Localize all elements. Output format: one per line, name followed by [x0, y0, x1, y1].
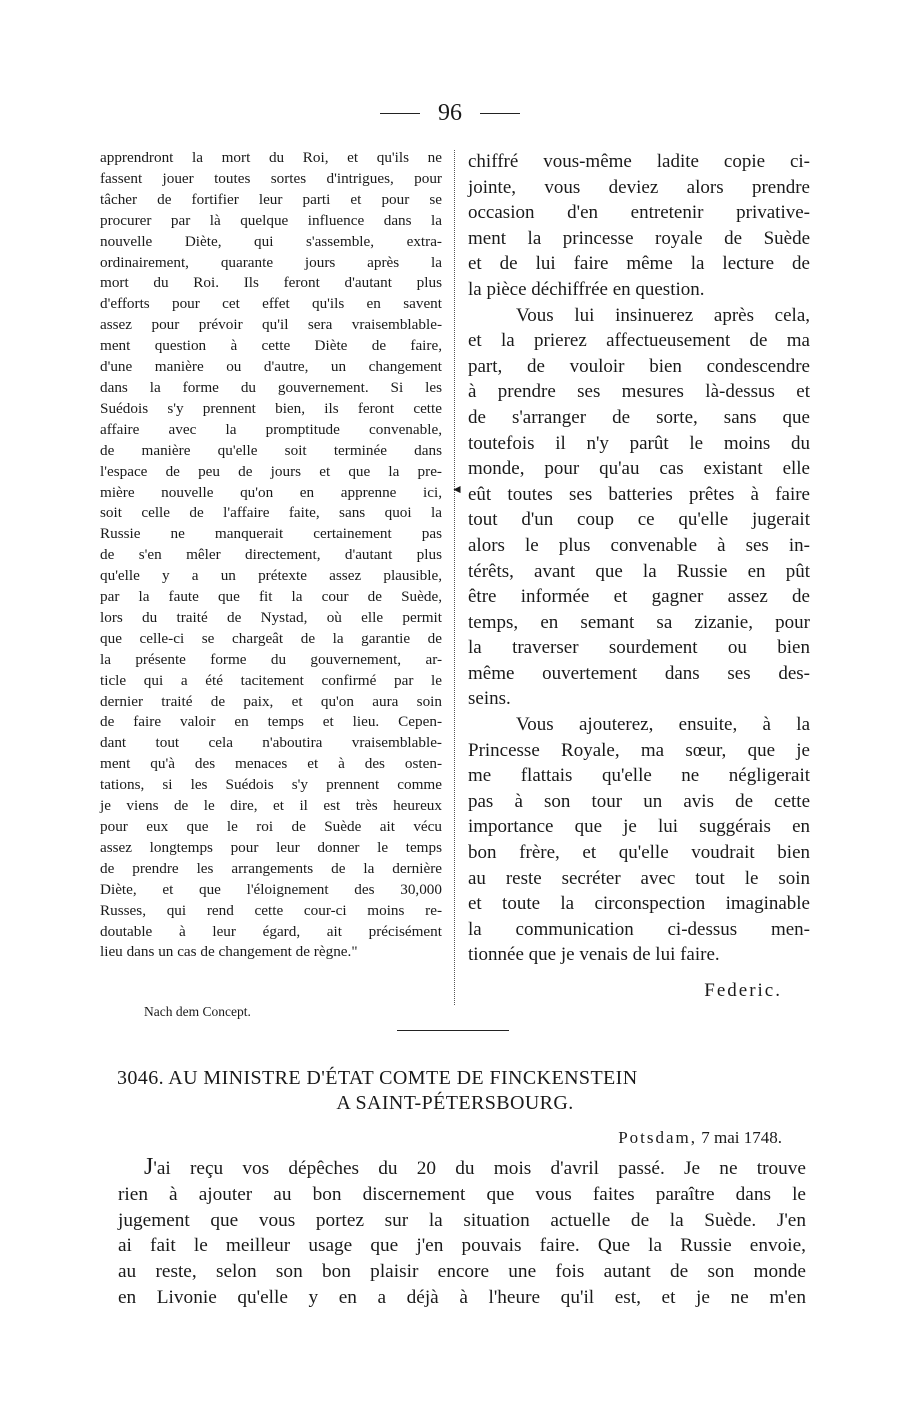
text-line: ordinairement, quarante jours après la: [100, 253, 442, 271]
text-line: pour eux que le roi de Suède ait vécu: [100, 818, 442, 835]
text-line: alors le plus convenable à ses in-: [468, 534, 810, 556]
text-line: Princesse Royale, ma sœur, que je: [468, 739, 810, 761]
text-line: que celle-ci se chargeât de la garantie de: [100, 629, 442, 647]
header-rule-right: [480, 113, 520, 114]
text-line: assez pour prévoir qu'il sera vraisemblable-: [100, 316, 442, 334]
heading-line: A SAINT-PÉTERSBOURG.: [336, 1092, 574, 1114]
text-line: térêts, avant que la Russie en pût: [468, 560, 810, 582]
text-line: même ouvertement dans ses des-: [468, 662, 810, 684]
text-line: ment qu'à des menaces et à des osten-: [100, 755, 442, 773]
text-line: Diète, et que l'éloignement des 30,000: [100, 880, 442, 898]
text-line: apprendront la mort du Roi, et qu'ils ne: [100, 149, 442, 166]
text-line: par la faute que fit la cour de Suède,: [100, 588, 442, 606]
text-line: la communication ci-dessus men-: [468, 918, 810, 940]
text-line: eût toutes ses batteries prêtes à faire: [468, 483, 810, 505]
text-line: doutable à leur égard, ait précisément: [100, 922, 442, 940]
text-line: bon frère, et qu'elle voudrait bien: [468, 842, 810, 864]
text-line: la pièce déchiffrée en question.: [468, 278, 705, 300]
text-line: toutefois il n'y parût le moins du: [468, 432, 810, 454]
right-column-text: [468, 149, 810, 968]
text-line: jointe, vous deviez alors prendre: [468, 176, 810, 198]
text-line: Russes, qui rend cette cour-ci moins re-: [100, 901, 442, 919]
header-rule-left: [380, 113, 420, 114]
text-line: et de lui faire même la lecture de: [468, 253, 810, 275]
text-line: jugement que vous portez sur la situation actuelle de la Suède. J'en: [118, 1209, 806, 1231]
dateline-date: 7 mai 1748.: [701, 1128, 782, 1147]
text-line: Vous ajouterez, ensuite, à la: [516, 714, 810, 736]
drop-cap: J: [144, 1154, 154, 1180]
text-line: et la prierez affectueusement de ma: [468, 330, 810, 352]
document-heading: [100, 1066, 810, 1116]
text-line: part, de vouloir bien condescendre: [468, 355, 810, 377]
text-line: assez longtemps pour leur donner le temps: [100, 838, 442, 856]
column-divider: [454, 150, 455, 1005]
text-line: de s'en mêler directement, d'autant plus: [100, 546, 442, 564]
text-line: d'efforts pour cet effet qu'ils en savent: [100, 295, 442, 313]
text-line: à prendre ses mesures là-dessus et: [468, 381, 810, 403]
text-line: temps, en semant sa zizanie, pour: [468, 611, 810, 633]
text-line: chiffré vous-même ladite copie ci-: [468, 151, 810, 172]
text-line: de manière qu'elle soit terminée dans: [100, 441, 442, 459]
text-line: Vous lui insinuerez après cela,: [516, 304, 810, 326]
text-line: tionnée que je venais de lui faire.: [468, 944, 720, 966]
text-line: ticle qui a été tacitement confirmé par le: [100, 671, 442, 689]
text-line: lors du traité de Nystad, où elle permit: [100, 608, 442, 626]
text-line: je viens de le dire, et il est très heureux: [100, 797, 442, 815]
text-line: me flattais qu'elle ne négligerait: [468, 765, 810, 787]
text-line: ment question à cette Diète de faire,: [100, 337, 442, 355]
section-rule: [397, 1030, 509, 1031]
text-line: au reste, selon son bon plaisir encore une fois autant de son monde: [118, 1261, 806, 1283]
text-line: d'une manière ou d'autre, un changement: [100, 358, 442, 376]
text-line: soit celle de l'affaire faite, sans quoi la: [100, 504, 442, 522]
signature: Federic.: [704, 980, 782, 1001]
text-line: rien à ajouter au bon discernement que vous faites paraître dans le: [118, 1183, 806, 1205]
document-body: [118, 1155, 806, 1311]
text-line: en Livonie qu'elle y en a déjà à l'heure qu'il est, et je ne m'en: [118, 1286, 806, 1308]
text-line: et toute la circonspection imaginable: [468, 893, 810, 915]
text-line: importance que je lui suggérais en: [468, 816, 810, 838]
text-line: mort du Roi. Ils feront d'autant plus: [100, 274, 442, 292]
text-line: Suédois s'y prennent bien, ils feront cette: [100, 399, 442, 417]
text-line: tout d'un coup ce qu'elle jugerait: [468, 509, 810, 531]
text-line: de prendre les arrangements de la dernière: [100, 859, 442, 877]
text-line: seins.: [468, 688, 511, 710]
page-number-header: [0, 100, 900, 127]
text-line: occasion d'en entretenir privative-: [468, 202, 810, 224]
text-line: monde, pour qu'au cas existant elle: [468, 458, 810, 480]
text-line: la traverser sourdement ou bien: [468, 637, 810, 659]
text-line-rest: 'ai reçu vos dépêches du 20 du mois d'avril passé. Je ne trouve: [153, 1158, 806, 1179]
margin-mark: ◄: [451, 482, 463, 496]
text-line: qu'elle y a un prétexte assez plausible,: [100, 567, 442, 585]
text-line: de s'arranger de sorte, sans que: [468, 406, 810, 428]
text-line: dans la forme du gouvernement. Si les: [100, 378, 442, 396]
text-line: la présente forme du gouvernement, ar-: [100, 650, 442, 668]
text-line: tations, si les Suédois s'y prennent comme: [100, 776, 442, 794]
text-line: tâcher de fortifier leur parti et pour se: [100, 190, 442, 208]
text-line: pas à son tour un avis de cette: [468, 790, 810, 812]
text-line: Russie ne manquerait certainement pas: [100, 525, 442, 543]
text-line: mière nouvelle qu'on en apprenne ici,: [100, 483, 442, 501]
text-line: ment la princesse royale de Suède: [468, 227, 810, 249]
text-line: [118, 1155, 806, 1182]
source-note: Nach dem Concept.: [144, 1004, 251, 1019]
text-line: au reste secréter avec tout le soin: [468, 867, 810, 889]
text-line: être informée et gagner assez de: [468, 586, 810, 608]
text-line: nouvelle Diète, qui s'assemble, extra-: [100, 232, 442, 250]
text-line: procurer par là quelque influence dans la: [100, 211, 442, 229]
left-column-text: [100, 148, 442, 963]
text-line: lieu dans un cas de changement de règne.": [100, 943, 358, 961]
text-line: dernier traité de paix, et qu'on aura soin: [100, 692, 442, 710]
page-number: 96: [438, 100, 462, 126]
text-line: fassent jouer toutes sortes d'intrigues, pour: [100, 169, 442, 187]
dateline: [618, 1128, 782, 1148]
text-line: affaire avec la promptitude convenable,: [100, 420, 442, 438]
text-line: l'espace de peu de jours et que la pre-: [100, 462, 442, 480]
dateline-place: Potsdam,: [618, 1128, 697, 1147]
heading-line: 3046. AU MINISTRE D'ÉTAT COMTE DE FINCKENSTEIN: [117, 1067, 638, 1089]
text-line: dant tout cela n'aboutira vraisemblable-: [100, 734, 442, 752]
text-line: de faire valoir en temps et lieu. Cepen-: [100, 713, 442, 731]
text-line: ai fait le meilleur usage que j'en pouvais faire. Que la Russie envoie,: [118, 1235, 806, 1257]
